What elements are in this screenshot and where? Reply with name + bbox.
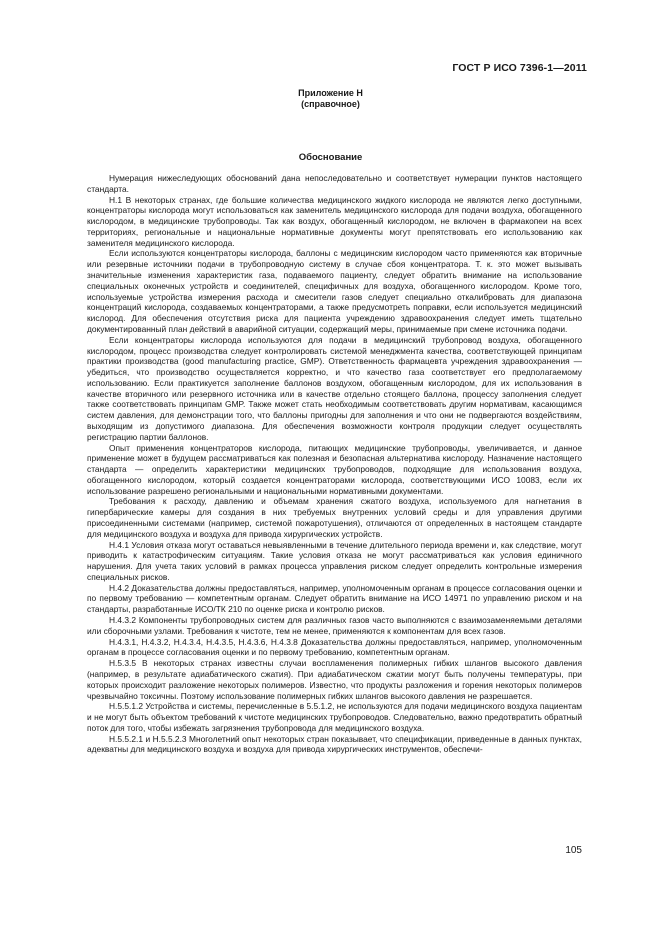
standard-code: ГОСТ Р ИСО 7396-1—2011 (452, 62, 587, 74)
appendix-note: (справочное) (301, 99, 360, 109)
paragraph: Если используются концентраторы кислорода, баллоны с медицинским кислородом часто применяются как вторичные или резервные источники подачи в трубопроводную систему в случае сбоя концентратора. Т. к. это может вызывать значительные изменения характеристик газа, подаваемого пациенту, следует обратить внимание на использование специальных оконечных устройств и соединителей, специфичных для воздуха, обогащенного кислородом. Кроме того, используемые устройства измерения расхода и смесители газов следует специально откалибровать для диапазона концентраций кислорода, создаваемых концентраторами, а также предусмотреть поправки, если используется медицинский кислород. Для обеспечения отсутствия риска для пациента учреждению здравоохранения следует иметь тщательно документированный план действий в аварийной ситуации, содержащий меры, принимаемые при смене источника подачи. (87, 248, 582, 334)
paragraph: Н.4.3.2 Компоненты трубопроводных систем для различных газов часто выполняются с взаимозаменяемыми деталями или сборочными узлами. Требования к чистоте, тем не менее, применяются к компонентам для всех газов. (87, 615, 582, 636)
appendix-label: Приложение Н (298, 88, 363, 98)
paragraph: Н.4.1 Условия отказа могут оставаться невыявленными в течение длительного периода времени и, как следствие, могут приводить к катастрофическим ситуациям. Такие условия отказа не могут рассматриваться как условия единичного нарушения. Для учета таких условий в рамках процесса управления риском следует определить контрольные измерения специальных рисков. (87, 539, 582, 582)
paragraph: Н.4.2 Доказательства должны предоставляться, например, уполномоченным органам в процессе согласования оценки и по первому требованию — компетентным органам. Следует обратить внимание на ИСО 14971 по управлению риском и на стандарты, разработанные ИСО/ТК 210 по оценке риска и контролю рисков. (87, 582, 582, 615)
paragraph: Н.5.5.1.2 Устройства и системы, перечисленные в 5.5.1.2, не используются для подачи медицинского воздуха пациентам и не могут быть объектом требований к чистоте медицинских трубопроводов. Следовательно, важно предотвратить обратный поток для того, чтобы избежать загрязнения трубопровода для медицинского воздуха. (87, 701, 582, 733)
paragraph: Требования к расходу, давлению и объемам хранения сжатого воздуха, используемого для нагнетания в гипербарические камеры для создания в них требуемых внутренних условий среды и для управления другими присоединенными системами (например, системой пожаротушения), отличаются от определенных в настоящем стандарте для медицинского воздуха и воздуха для привода хирургических устройств. (87, 496, 582, 539)
paragraph: Н.4.3.1, Н.4.3.2, Н.4.3.4, Н.4.3.5, Н.4.3.6, Н.4.3.8 Доказательства должны предоставляться, например, уполномоченным органам в процессе согласования оценки и по первому требованию, компетентным органам. (87, 636, 582, 658)
section-title: Обоснование (298, 152, 363, 163)
paragraph: Н.1 В некоторых странах, где большие количества медицинского жидкого кислорода не являются легко доступными, концентраторы кислорода могут использоваться как заменитель медицинского кислорода для подачи воздуха, обогащенного кислородом, в медицинские трубопроводы. Так как воздух, обогащенный кислородом, не включен в фармакопеи на всех территориях, региональные и национальные нормативные документы могут препятствовать его использованию как заменителя медицинского кислорода. (87, 194, 582, 248)
page-number: 105 (565, 845, 582, 856)
paragraph: Нумерация нижеследующих обоснований дана непоследовательно и соответствует нумерации пунктов настоящего стандарта. (87, 173, 582, 194)
appendix-heading (0, 88, 661, 110)
paragraph: Если концентраторы кислорода используются для подачи в медицинский трубопровод воздуха, обогащенного кислородом, процесс производства следует контролировать системой менеджмента качества, соответствующей принципам практики производства (good manufacturing practice, GMP). Ответственность фармацевта учреждения здравоохранения — убедиться, что производство осуществляется корректно, и что качество газа соответствует его предполагаемому использованию. Если практикуется заполнение баллонов воздухом, обогащенным кислородом, для их использования в качестве вторичного или резервного источника или в качестве отдельно стоящего баллона, процессу заполнения следует также соответствовать принципам GMP. Также может стать необходимым соответствовать другим нормативам, касающимся систем давления, для демонстрации того, что баллоны пригодны для заполнения и что они не подвергаются воздействиям, выходящим из допустимого диапазона. Для обеспечения возможности контроля продукции следует осуществлять регистрацию партии баллонов. (87, 334, 582, 442)
paragraph: Н.5.3.5 В некоторых странах известны случаи воспламенения полимерных гибких шлангов высокого давления (например, в результате адиабатического сжатия). При адиабатическом сжатии могут быть получены температуры, при которых происходит разложение некоторых полимеров. Известно, что продукты разложения и горения некоторых полимеров чрезвычайно токсичны. Поэтому использование полимерных гибких шлангов высокого давления не разрешается. (87, 658, 582, 701)
paragraph: Опыт применения концентраторов кислорода, питающих медицинские трубопроводы, увеличивается, и данное применение может в будущем рассматриваться как полезная и безопасная альтернатива кислороду. Назначение настоящего стандарта — определить характеристики медицинских трубопроводов, подходящие для использования воздуха, обогащенного кислородом, который создается концентраторами кислорода, соответствующими ИСО 10083, если их использование разрешено региональными и национальными нормативными документами. (87, 442, 582, 496)
body-text (87, 173, 582, 755)
paragraph: Н.5.5.2.1 и Н.5.5.2.3 Многолетний опыт некоторых стран показывает, что спецификации, приведенные в данных пунктах, адекватны для медицинского воздуха и воздуха для привода хирургических инструментов, обеспечи- (87, 733, 582, 755)
